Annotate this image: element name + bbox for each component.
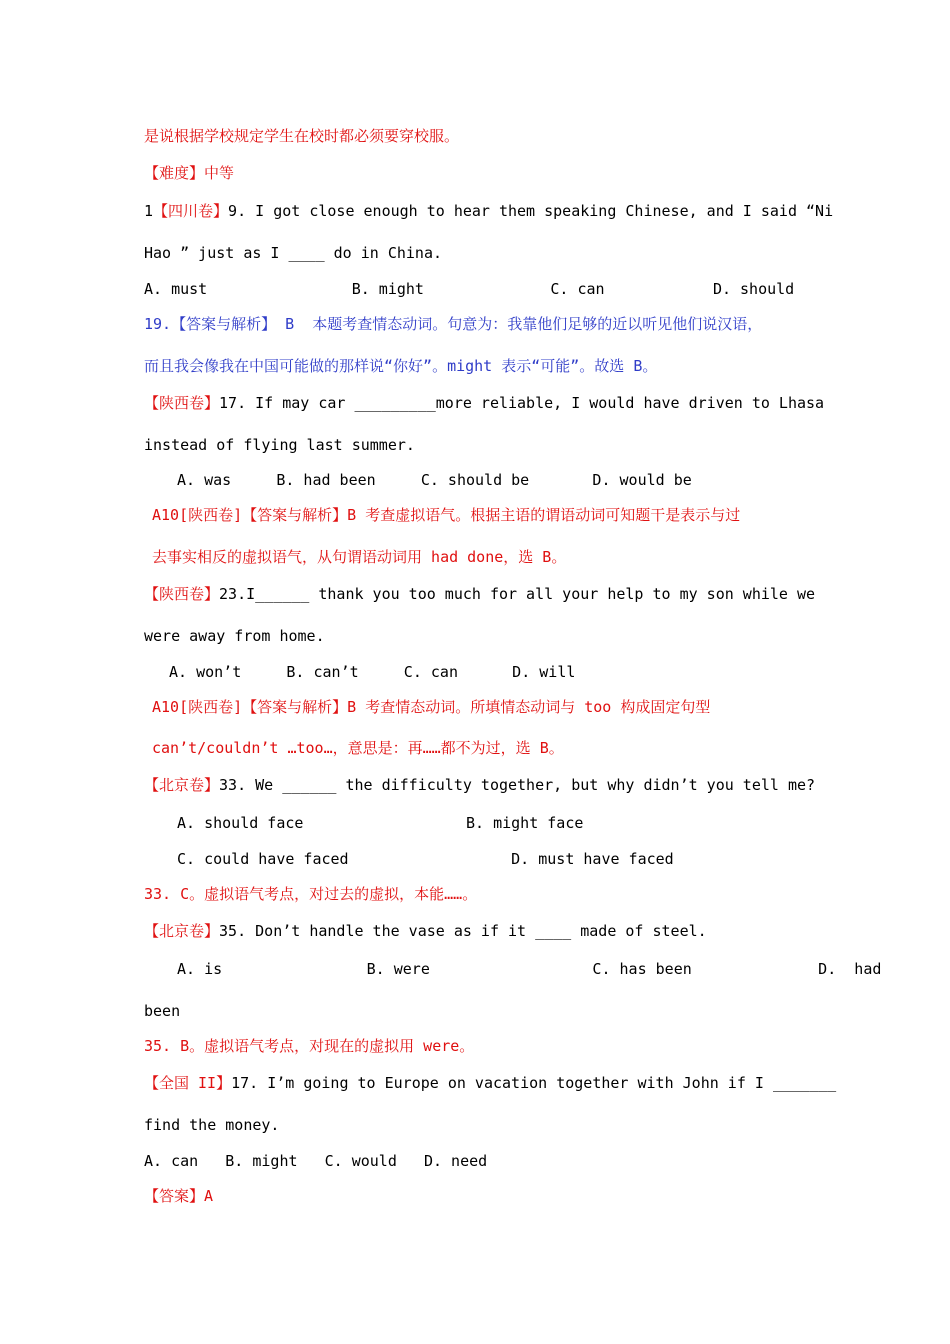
answer-options: been xyxy=(144,1002,181,1020)
source-tag: 【陕西卷】 xyxy=(144,394,220,412)
text-line: 是说根据学校规定学生在校时都必须要穿校服。 xyxy=(144,127,460,145)
answer-options: C. could have faced D. must have faced xyxy=(177,850,674,868)
answer-options: A. can B. might C. would D. need xyxy=(144,1152,488,1170)
question-text: 17. I’m going to Europe on vacation together with John if I _______ xyxy=(231,1074,837,1092)
source-tag: 【陕西卷】 xyxy=(144,585,220,603)
answer-key: 【答案】A xyxy=(144,1187,214,1205)
question-text: 17. If may car _________more reliable, I would have driven to Lhasa xyxy=(219,394,825,412)
question-text: instead of flying last summer. xyxy=(144,436,415,454)
question-line xyxy=(144,1073,836,1093)
answer-options: A. was B. had been C. should be D. would be xyxy=(177,471,692,489)
answer-explanation: A10[陕西卷]【答案与解析】B 考查情态动词。所填情态动词与 too 构成固定句型 xyxy=(152,698,711,716)
source-tag: 【全国 II】 xyxy=(144,1074,232,1092)
answer-explanation: 去事实相反的虚拟语气，从句谓语动词用 had done，选 B。 xyxy=(152,548,567,566)
question-text: 23.I______ thank you too much for all your help to my son while we xyxy=(219,585,816,603)
difficulty-label: 【难度】中等 xyxy=(144,164,235,182)
answer-options: A. should face B. might face xyxy=(177,814,584,832)
question-text: 9. I got close enough to hear them speaking Chinese, and I said “Ni xyxy=(228,202,834,220)
question-text: were away from home. xyxy=(144,627,325,645)
question-number: 1 xyxy=(144,202,154,220)
answer-explanation: A10[陕西卷]【答案与解析】B 考查虚拟语气。根据主语的谓语动词可知题干是表示与过 xyxy=(152,506,741,524)
question-line xyxy=(144,201,833,221)
question-line xyxy=(144,921,707,941)
source-tag: 【北京卷】 xyxy=(144,922,220,940)
question-text: 35. Don’t handle the vase as if it ____ made of steel. xyxy=(219,922,707,940)
question-text: find the money. xyxy=(144,1116,280,1134)
answer-explanation: 33. C。虚拟语气考点，对过去的虚拟，本能……。 xyxy=(144,885,478,903)
question-line xyxy=(144,775,815,795)
answer-options: A. is B. were C. has been D. had xyxy=(177,960,882,978)
question-text: Hao ” just as I ____ do in China. xyxy=(144,244,443,262)
answer-explanation: 35. B。虚拟语气考点，对现在的虚拟用 were。 xyxy=(144,1037,475,1055)
question-text: 33. We ______ the difficulty together, but why didn’t you tell me? xyxy=(219,776,816,794)
source-tag: 【四川卷】 xyxy=(153,202,229,220)
source-tag: 【北京卷】 xyxy=(144,776,220,794)
answer-options: A. must B. might C. can D. should xyxy=(144,280,795,298)
answer-options: A. won’t B. can’t C. can D. will xyxy=(169,663,576,681)
answer-explanation: can’t/couldn’t …too…，意思是：再……都不为过，选 B。 xyxy=(152,739,564,757)
answer-explanation: 而且我会像我在中国可能做的那样说“你好”。might 表示“可能”。故选 B。 xyxy=(144,357,658,375)
question-line xyxy=(144,584,815,604)
question-line xyxy=(144,393,824,413)
answer-explanation: 19.【答案与解析】 B 本题考查情态动词。句意为：我靠他们足够的近以听见他们说汉语， xyxy=(144,315,763,333)
